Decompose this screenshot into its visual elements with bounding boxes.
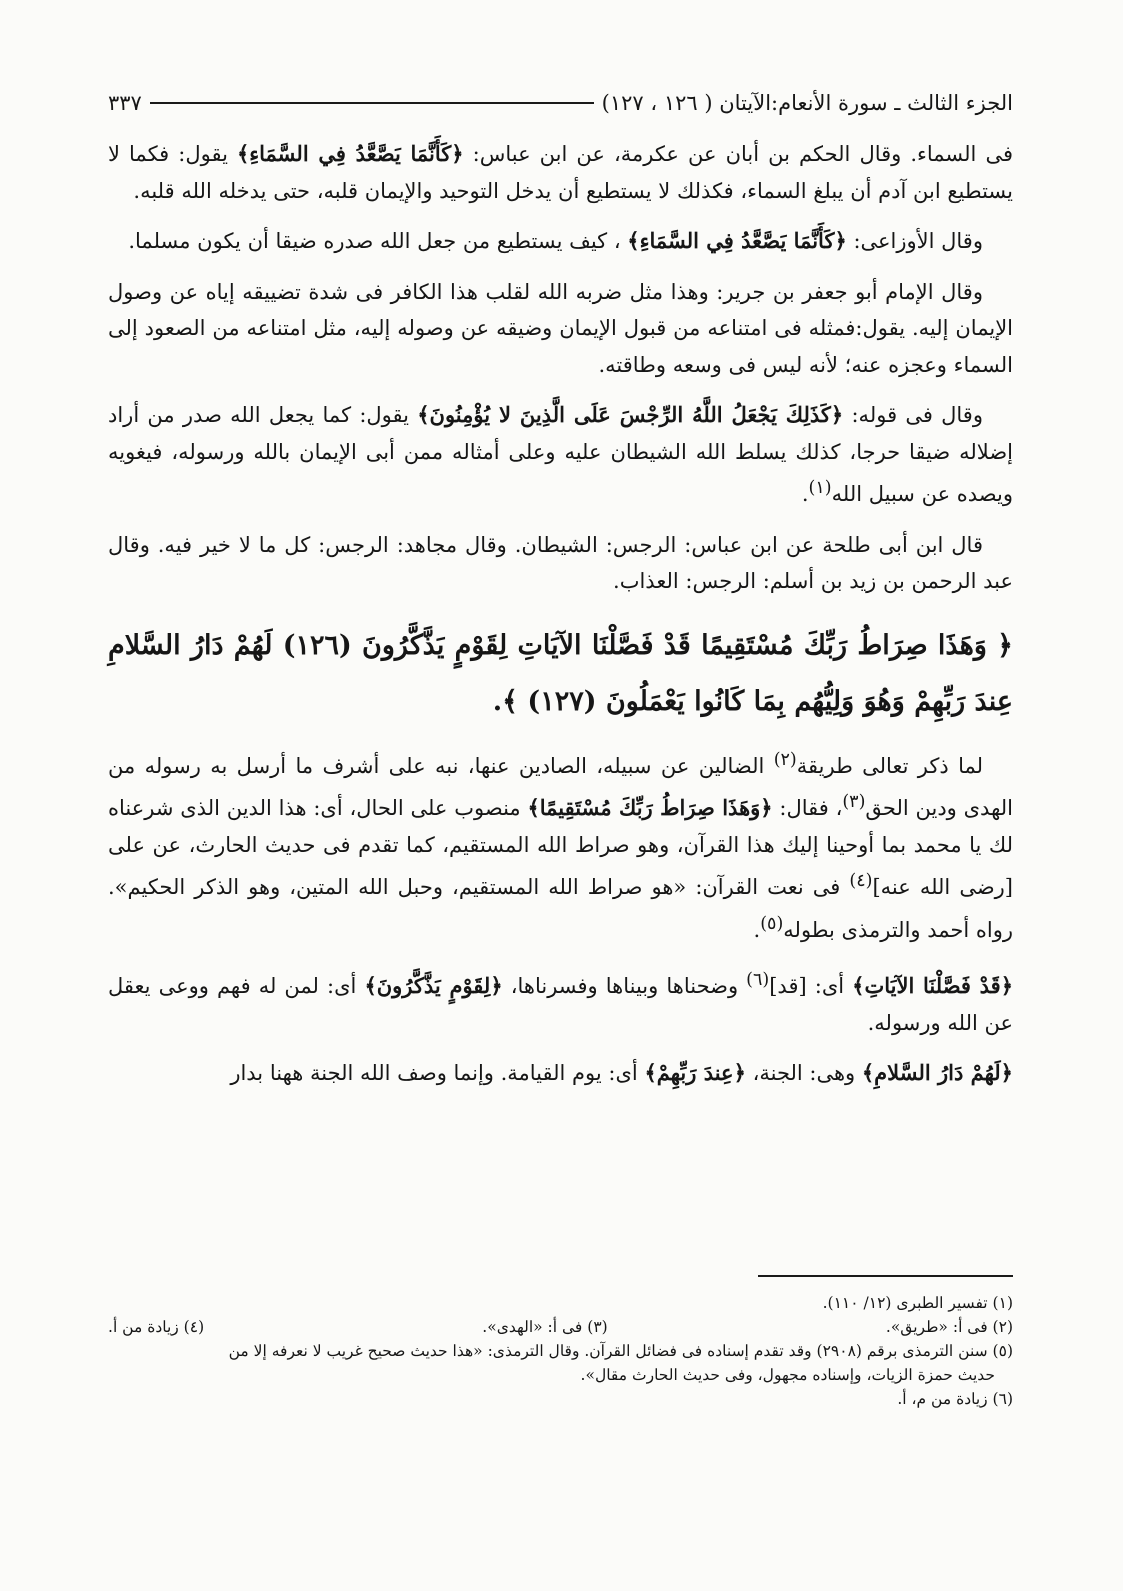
footnote-separator bbox=[758, 1275, 1013, 1277]
paragraph bbox=[108, 223, 1013, 260]
text-run: وقال فى قوله: bbox=[843, 403, 983, 427]
footnote: (١) تفسير الطبرى (١٢/ ١١٠). bbox=[822, 1294, 1013, 1312]
paragraph bbox=[108, 962, 1013, 1041]
paragraph bbox=[108, 136, 1013, 209]
footnote: (٦) زيادة من م، أ. bbox=[897, 1390, 1013, 1408]
text-run: وقال الأوزاعى: bbox=[846, 229, 983, 253]
page-number: ٣٣٧ bbox=[108, 91, 142, 115]
running-header bbox=[108, 88, 1013, 118]
text-run: وهى: الجنة، bbox=[745, 1061, 862, 1085]
text-run: الضالين عن سبيله، الصادين عنها، نبه على أشرف ما أرسل به رسوله من الهدى ودين الحق bbox=[108, 753, 1013, 820]
paragraph: قال ابن أبى طلحة عن ابن عباس: الرجس: الشيطان. وقال مجاهد: الرجس: كل ما لا خير فيه. وقال عبد الرحمن بن زيد بن أسلم: الرجس: العذاب. bbox=[108, 532, 1013, 593]
footnote-marker: (٣) bbox=[842, 792, 866, 812]
footnote-marker: (٥) bbox=[760, 913, 784, 934]
quran-quote: ﴿عِندَ رَبِّهِمْ﴾ bbox=[644, 1060, 746, 1085]
text-run: فى السماء. وقال الحكم بن أبان عن عكرمة، عن ابن عباس: bbox=[463, 142, 1013, 166]
footnote: (٣) فى أ: «الهدى». bbox=[482, 1318, 608, 1336]
text-run: أى: يوم القيامة. وإنما وصف الله الجنة ههنا بدار bbox=[230, 1061, 645, 1085]
text-run: وضحناها وبيناها وفسرناها، bbox=[502, 974, 747, 998]
footnotes bbox=[108, 1291, 1013, 1411]
text-run: ، فقال: bbox=[772, 796, 843, 820]
quran-quote: ﴿لِقَوْمٍ يَذَّكَّرُونَ﴾ bbox=[364, 973, 503, 998]
header-title: الجزء الثالث ـ سورة الأنعام:الآيتان ( ١٢٦ ، ١٢٧) bbox=[601, 91, 1013, 115]
paragraph: وقال الإمام أبو جعفر بن جرير: وهذا مثل ضربه الله لقلب هذا الكافر فى شدة تضييقه إياه عن وصول الإيمان إليه. يقول:فمثله فى امتناعه من قبول الإيمان وضيقه عن وصوله إليه، مثل امتناعه من الصعود إلى السماء وعجزه عنه؛ لأنه ليس فى وسعه وطاقته. bbox=[108, 279, 1013, 377]
text-run: لما ذكر تعالى طريقة bbox=[796, 753, 984, 778]
text-run: . bbox=[801, 482, 809, 506]
quran-quote: ﴿لَهُمْ دَارُ السَّلامِ﴾ bbox=[861, 1060, 1013, 1085]
paragraph bbox=[108, 742, 1013, 949]
text-run: ، كيف يستطيع من جعل الله صدره ضيقا أن يكون مسلما. bbox=[128, 229, 628, 253]
quran-quote: ﴿كَأَنَّمَا يَصَّعَّدُ فِي السَّمَاءِ﴾ bbox=[627, 228, 847, 253]
quran-quote: ﴿كَذَلِكَ يَجْعَلُ اللَّهُ الرِّجْسَ عَلَى الَّذِينَ لا يُؤْمِنُونَ﴾ bbox=[417, 402, 844, 427]
quran-quote: ﴿وَهَذَا صِرَاطُ رَبِّكَ مُسْتَقِيمًا﴾ bbox=[527, 795, 773, 820]
footnote-marker: (١) bbox=[808, 478, 832, 498]
footnote: (٤) زيادة من أ. bbox=[108, 1318, 205, 1336]
quran-verse-block: ﴿ وَهَذَا صِرَاطُ رَبِّكَ مُسْتَقِيمًا قَدْ فَصَّلْنَا الآيَاتِ لِقَوْمٍ يَذَّكَّرُونَ (١٢٦) لَهُمْ دَارُ السَّلامِ عِندَ رَبِّهِمْ وَهُوَ وَلِيُّهُم بِمَا كَانُوا يَعْمَلُونَ (١٢٧) ﴾. bbox=[108, 629, 1013, 717]
quran-quote: ﴿قَدْ فَصَّلْنَا الآيَاتِ﴾ bbox=[852, 973, 1014, 998]
footnote-row bbox=[108, 1315, 1013, 1339]
footnote-marker: (٦) bbox=[746, 970, 770, 990]
text-run: يقول: فكما لا يستطيع ابن آدم أن يبلغ السماء، فكذلك لا يستطيع أن يدخل التوحيد والإيمان قلبه، حتى يدخله الله قلبه. bbox=[108, 142, 1013, 203]
text-run: أى: [قد] bbox=[769, 974, 853, 998]
footnote-marker: (٢) bbox=[773, 749, 797, 770]
footnote: (٢) فى أ: «طريق». bbox=[885, 1318, 1013, 1336]
paragraph bbox=[108, 397, 1013, 513]
main-text bbox=[108, 136, 1013, 1092]
footnote-marker: (٤) bbox=[849, 871, 873, 891]
text-run: يقول: كما يجعل الله صدر من أراد إضلاله ضيقا حرجا، كذلك يسلط الله الشيطان عليه وعلى أمثاله ممن أبى الإيمان بالله ورسوله، فيغويه ويصده عن سبيل الله bbox=[108, 403, 1013, 506]
text-run: فى نعت القرآن: «هو صراط الله المستقيم، وحبل الله المتين، وهو الذكر الحكيم». رواه أحمد والترمذى بطوله bbox=[108, 875, 1013, 942]
text-run: أى: لمن له فهم ووعى يعقل عن الله ورسوله. bbox=[108, 974, 1013, 1035]
text-run: منصوب على الحال، أى: هذا الدين الذى شرعناه لك يا محمد بما أوحينا إليك هذا القرآن، وهو صراط الله المستقيم، كما تقدم فى حديث الحارث، عن على [رضى الله عنه] bbox=[108, 796, 1013, 899]
footnote-continuation: حديث حمزة الزيات، وإسناده مجهول، وفى حديث الحارث مقال». bbox=[580, 1366, 995, 1384]
footnote: (٥) سنن الترمذى برقم (٢٩٠٨) وقد تقدم إسناده فى فضائل القرآن. وقال الترمذى: «هذا حديث صحيح غريب لا نعرفه إلا من bbox=[228, 1342, 1013, 1360]
quran-quote: ﴿كَأَنَّمَا يَصَّعَّدُ فِي السَّمَاءِ﴾ bbox=[236, 141, 464, 166]
text-run: . bbox=[753, 917, 761, 942]
paragraph bbox=[108, 1055, 1013, 1092]
header-rule bbox=[150, 102, 594, 104]
